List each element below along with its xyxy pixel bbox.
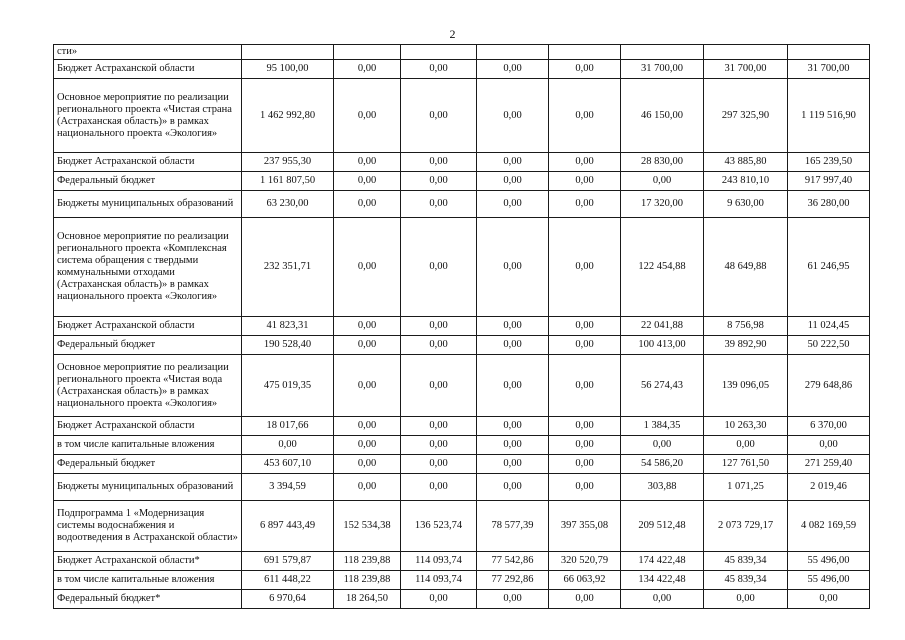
table-cell: 1 462 992,80 <box>242 79 334 153</box>
table-cell <box>788 45 870 60</box>
table-cell: 36 280,00 <box>788 191 870 218</box>
table-cell: 3 394,59 <box>242 474 334 501</box>
table-row <box>54 474 870 501</box>
table-cell: 1 384,35 <box>621 417 704 436</box>
table-cell: 1 161 807,50 <box>242 172 334 191</box>
table-cell: 45 839,34 <box>704 571 788 590</box>
table-cell: 10 263,30 <box>704 417 788 436</box>
table-cell: 0,00 <box>704 590 788 609</box>
table-cell: 61 246,95 <box>788 218 870 317</box>
table-cell: 0,00 <box>477 60 549 79</box>
table-row <box>54 552 870 571</box>
table-cell: 127 761,50 <box>704 455 788 474</box>
table-cell: 0,00 <box>401 153 477 172</box>
table-cell: 174 422,48 <box>621 552 704 571</box>
table-row <box>54 455 870 474</box>
table-row <box>54 317 870 336</box>
table-cell: 46 150,00 <box>621 79 704 153</box>
row-label: Бюджет Астраханской области* <box>54 552 242 571</box>
table-cell: 77 542,86 <box>477 552 549 571</box>
table-cell: 0,00 <box>549 60 621 79</box>
table-cell: 0,00 <box>401 336 477 355</box>
table-cell: 279 648,86 <box>788 355 870 417</box>
row-label: Бюджеты муниципальных образований <box>54 474 242 501</box>
table-row <box>54 153 870 172</box>
row-label: Федеральный бюджет <box>54 172 242 191</box>
table-cell: 232 351,71 <box>242 218 334 317</box>
table-cell: 0,00 <box>401 417 477 436</box>
table-cell: 0,00 <box>477 355 549 417</box>
table-cell: 122 454,88 <box>621 218 704 317</box>
table-cell: 0,00 <box>621 436 704 455</box>
table-cell: 134 422,48 <box>621 571 704 590</box>
table-cell: 118 239,88 <box>334 571 401 590</box>
table-cell: 54 586,20 <box>621 455 704 474</box>
table-cell: 0,00 <box>477 474 549 501</box>
table-cell: 271 259,40 <box>788 455 870 474</box>
table-cell: 0,00 <box>477 417 549 436</box>
table-cell: 63 230,00 <box>242 191 334 218</box>
table-cell: 114 093,74 <box>401 552 477 571</box>
table-cell <box>704 45 788 60</box>
table-cell: 0,00 <box>401 436 477 455</box>
row-label: Федеральный бюджет* <box>54 590 242 609</box>
table-cell: 55 496,00 <box>788 552 870 571</box>
table-cell: 136 523,74 <box>401 501 477 552</box>
table-cell: 0,00 <box>621 172 704 191</box>
table-row <box>54 417 870 436</box>
table-row <box>54 501 870 552</box>
table-cell: 320 520,79 <box>549 552 621 571</box>
row-label: Бюджет Астраханской области <box>54 417 242 436</box>
table-row <box>54 60 870 79</box>
table-cell: 77 292,86 <box>477 571 549 590</box>
row-label: Бюджет Астраханской области <box>54 153 242 172</box>
table-cell: 6 897 443,49 <box>242 501 334 552</box>
table-cell: 0,00 <box>549 79 621 153</box>
table-cell: 55 496,00 <box>788 571 870 590</box>
table-cell: 18 264,50 <box>334 590 401 609</box>
table-cell: 48 649,88 <box>704 218 788 317</box>
table-cell: 2 019,46 <box>788 474 870 501</box>
table-cell: 118 239,88 <box>334 552 401 571</box>
table-cell: 209 512,48 <box>621 501 704 552</box>
budget-table <box>53 44 870 609</box>
table-cell: 397 355,08 <box>549 501 621 552</box>
table-cell: 6 970,64 <box>242 590 334 609</box>
table-cell: 100 413,00 <box>621 336 704 355</box>
table-cell: 0,00 <box>549 436 621 455</box>
row-label: Подпрограмма 1 «Модернизация системы водоснабжения и водоотведения в Астраханской области» <box>54 501 242 552</box>
table-cell: 303,88 <box>621 474 704 501</box>
table-cell: 0,00 <box>549 153 621 172</box>
table-cell: 78 577,39 <box>477 501 549 552</box>
table-cell: 18 017,66 <box>242 417 334 436</box>
table-cell: 0,00 <box>621 590 704 609</box>
table-cell: 0,00 <box>477 79 549 153</box>
table-cell: 0,00 <box>704 436 788 455</box>
table-cell: 0,00 <box>401 355 477 417</box>
row-label: сти» <box>54 45 242 60</box>
table-cell: 11 024,45 <box>788 317 870 336</box>
table-cell: 0,00 <box>401 60 477 79</box>
table-cell: 8 756,98 <box>704 317 788 336</box>
table-cell: 0,00 <box>401 191 477 218</box>
table-cell: 0,00 <box>334 455 401 474</box>
table-cell: 0,00 <box>401 79 477 153</box>
table-cell: 0,00 <box>334 153 401 172</box>
table-cell: 0,00 <box>334 218 401 317</box>
table-cell: 114 093,74 <box>401 571 477 590</box>
table-row <box>54 436 870 455</box>
table-cell: 0,00 <box>549 474 621 501</box>
table-cell: 0,00 <box>788 436 870 455</box>
table-cell: 190 528,40 <box>242 336 334 355</box>
table-cell: 139 096,05 <box>704 355 788 417</box>
table-cell: 0,00 <box>549 218 621 317</box>
table-cell: 31 700,00 <box>621 60 704 79</box>
table-cell: 0,00 <box>401 317 477 336</box>
table-cell: 95 100,00 <box>242 60 334 79</box>
table-cell <box>549 45 621 60</box>
table-cell: 237 955,30 <box>242 153 334 172</box>
row-label: Бюджет Астраханской области <box>54 60 242 79</box>
table-cell: 0,00 <box>334 60 401 79</box>
table-cell: 0,00 <box>477 191 549 218</box>
table-cell: 0,00 <box>401 590 477 609</box>
table-row <box>54 355 870 417</box>
table-cell: 0,00 <box>401 455 477 474</box>
table-cell: 0,00 <box>549 336 621 355</box>
row-label: Основное мероприятие по реализации регионального проекта «Чистая страна (Астраханская область)» в рамках национального проекта «Экология» <box>54 79 242 153</box>
row-label: в том числе капитальные вложения <box>54 571 242 590</box>
table-cell: 2 073 729,17 <box>704 501 788 552</box>
table-row <box>54 191 870 218</box>
row-label: Бюджет Астраханской области <box>54 317 242 336</box>
row-label: Федеральный бюджет <box>54 455 242 474</box>
table-cell: 0,00 <box>334 355 401 417</box>
table-cell: 0,00 <box>477 317 549 336</box>
table-cell: 0,00 <box>477 218 549 317</box>
table-cell: 9 630,00 <box>704 191 788 218</box>
table-cell: 0,00 <box>477 436 549 455</box>
table-cell: 152 534,38 <box>334 501 401 552</box>
table-cell: 475 019,35 <box>242 355 334 417</box>
table-cell <box>334 45 401 60</box>
table-cell: 1 119 516,90 <box>788 79 870 153</box>
table-cell: 0,00 <box>549 590 621 609</box>
row-label: Бюджеты муниципальных образований <box>54 191 242 218</box>
table-cell <box>401 45 477 60</box>
table-cell: 22 041,88 <box>621 317 704 336</box>
table-cell: 0,00 <box>549 172 621 191</box>
table-cell: 31 700,00 <box>788 60 870 79</box>
table-cell: 0,00 <box>334 336 401 355</box>
table-cell: 0,00 <box>334 436 401 455</box>
table-row <box>54 571 870 590</box>
table-cell: 0,00 <box>401 218 477 317</box>
page-number: 2 <box>449 27 456 41</box>
table-cell: 0,00 <box>477 153 549 172</box>
table-cell: 611 448,22 <box>242 571 334 590</box>
table-cell: 0,00 <box>401 172 477 191</box>
table-cell: 0,00 <box>549 317 621 336</box>
table-row <box>54 79 870 153</box>
table-cell <box>242 45 334 60</box>
table-cell: 0,00 <box>477 590 549 609</box>
table-cell: 691 579,87 <box>242 552 334 571</box>
table-cell: 917 997,40 <box>788 172 870 191</box>
table-row <box>54 45 870 60</box>
row-label: Федеральный бюджет <box>54 336 242 355</box>
table-cell: 0,00 <box>334 417 401 436</box>
table-cell: 6 370,00 <box>788 417 870 436</box>
table-cell: 243 810,10 <box>704 172 788 191</box>
table-cell: 0,00 <box>549 355 621 417</box>
table-cell: 17 320,00 <box>621 191 704 218</box>
table-cell: 0,00 <box>334 191 401 218</box>
table-cell: 165 239,50 <box>788 153 870 172</box>
table-cell: 43 885,80 <box>704 153 788 172</box>
table-cell: 0,00 <box>334 172 401 191</box>
table-row <box>54 172 870 191</box>
table-cell: 0,00 <box>334 317 401 336</box>
table-row <box>54 218 870 317</box>
table-cell: 0,00 <box>334 79 401 153</box>
table-cell: 31 700,00 <box>704 60 788 79</box>
table-row <box>54 336 870 355</box>
table-cell: 56 274,43 <box>621 355 704 417</box>
row-label: в том числе капитальные вложения <box>54 436 242 455</box>
table-cell <box>621 45 704 60</box>
table-cell: 0,00 <box>477 336 549 355</box>
table-cell: 0,00 <box>242 436 334 455</box>
table-row <box>54 590 870 609</box>
table-cell: 0,00 <box>477 455 549 474</box>
table-cell: 0,00 <box>549 455 621 474</box>
row-label: Основное мероприятие по реализации регионального проекта «Чистая вода (Астраханская область)» в рамках национального проекта «Экология» <box>54 355 242 417</box>
table-cell: 45 839,34 <box>704 552 788 571</box>
table-cell: 0,00 <box>549 417 621 436</box>
table-cell <box>477 45 549 60</box>
table-cell: 0,00 <box>477 172 549 191</box>
table-cell: 297 325,90 <box>704 79 788 153</box>
table-cell: 66 063,92 <box>549 571 621 590</box>
table-cell: 0,00 <box>401 474 477 501</box>
table-cell: 1 071,25 <box>704 474 788 501</box>
table-cell: 0,00 <box>788 590 870 609</box>
row-label: Основное мероприятие по реализации регионального проекта «Комплексная система обращения с твердыми коммунальными отходами (Астраханская область)» в рамках национального проекта «Экология» <box>54 218 242 317</box>
table-cell: 4 082 169,59 <box>788 501 870 552</box>
table-cell: 41 823,31 <box>242 317 334 336</box>
table-cell: 28 830,00 <box>621 153 704 172</box>
table-cell: 0,00 <box>334 474 401 501</box>
table-cell: 453 607,10 <box>242 455 334 474</box>
table-cell: 39 892,90 <box>704 336 788 355</box>
table-cell: 0,00 <box>549 191 621 218</box>
table-cell: 50 222,50 <box>788 336 870 355</box>
